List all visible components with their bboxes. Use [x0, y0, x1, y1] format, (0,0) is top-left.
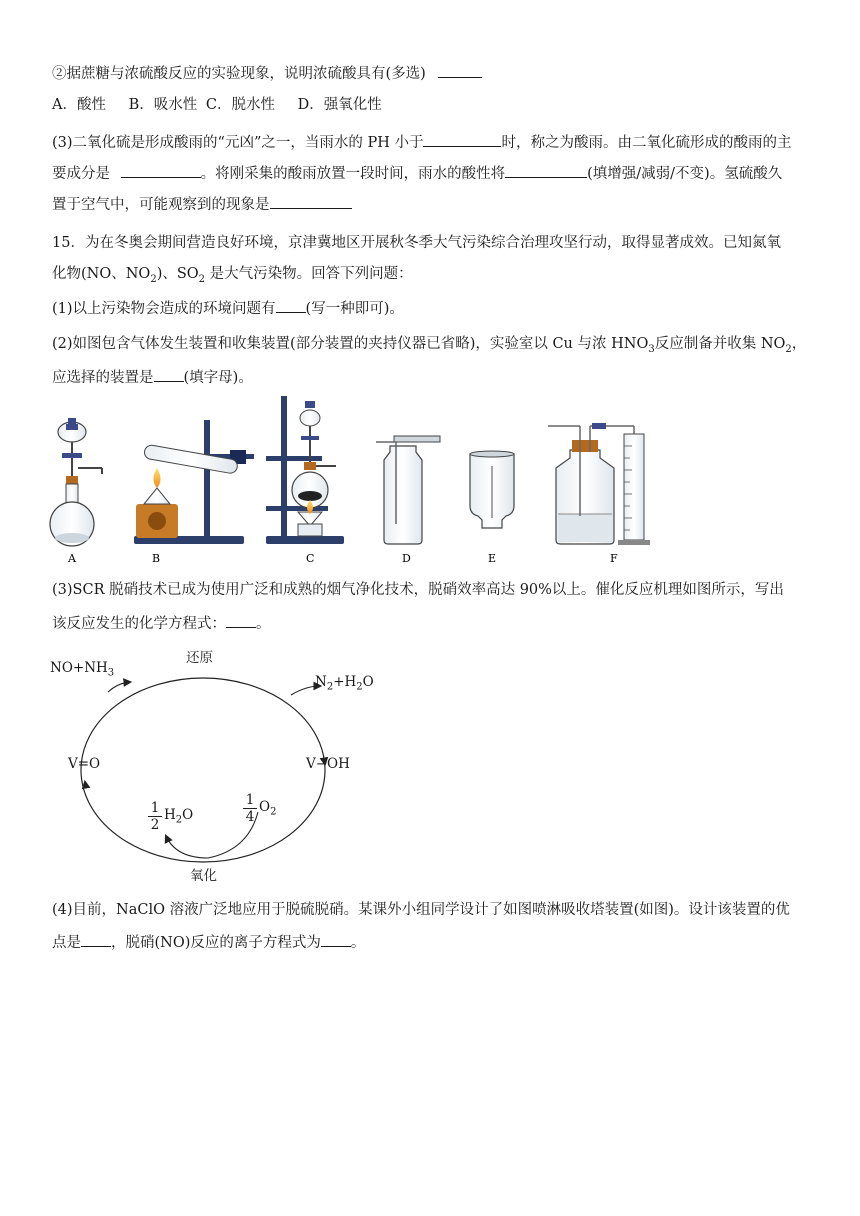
answer-blank[interactable]: [154, 366, 184, 382]
q15-part4-text-c: ，脱硝(NO)反应的离子方程式为: [111, 935, 321, 951]
h2o-coefficient: [148, 800, 162, 833]
q14-part3-text-d: 。将刚采集的酸雨放置一段时间，雨水的酸性将: [200, 166, 506, 182]
apparatus-f: [548, 423, 650, 565]
o2-o: O: [259, 799, 271, 815]
answer-blank[interactable]: [121, 162, 201, 178]
q15-part4-text-a: (4)目前，NaClO 溶液广泛地应用于脱硫脱硝。某课外小组同学设计了如图喷淋吸收塔装置(如图)。设计该装置的优: [52, 902, 790, 918]
q14-options: [52, 95, 400, 115]
q15-stem-line2: 化物(NO、$NO_2$)、$SO_2$ 是大气污染物。回答下列问题：: [52, 266, 413, 285]
option-a[interactable]: A．酸性: [52, 97, 106, 113]
q14-part3-line1: [52, 131, 791, 153]
o2-sub: 2: [270, 806, 277, 818]
q15-part4-line2: [52, 931, 365, 953]
q15-stem-text-b2: )、SO: [156, 266, 199, 282]
apparatus-figure: [44, 396, 664, 572]
q15-part3-line1: [52, 580, 784, 600]
h2o-formula: [164, 807, 193, 826]
answer-blank[interactable]: [321, 931, 351, 947]
apparatus-c: [266, 396, 344, 565]
answer-blank[interactable]: [270, 193, 352, 209]
cycle-ring: [81, 678, 325, 862]
option-c[interactable]: C．脱水性: [205, 97, 275, 113]
cycle-reactant-in-text: NO+NH: [50, 660, 108, 676]
q15-part3-text-a: (3)SCR 脱硝技术已成为使用广泛和成熟的烟气净化技术，脱硝效率高达 90%以上。催化反应机理如图所示，写出: [52, 582, 784, 598]
apparatus-label-e: E: [488, 552, 497, 565]
o2-formula: [259, 799, 276, 818]
cycle-reactant-in: [50, 660, 114, 679]
h2o-sub: 2: [175, 814, 183, 826]
q15-part2-line2: [52, 366, 253, 388]
cycle-product-out: [315, 674, 374, 693]
q15-part2-text-d: 应选择的装置是: [52, 370, 154, 386]
q14-part3-text-e: (填增强/减弱/不变)。氢硫酸久: [587, 166, 783, 182]
apparatus-d: [376, 436, 440, 565]
q15-part2-line1: (2)如图包含气体发生装置和收集装置(部分装置的夹持仪器已省略)，实验室以 Cu 与浓 $HNO_3$反应制备并收集 $NO_2$，: [52, 336, 807, 355]
q15-part3-line2: [52, 612, 271, 634]
q14-part3-line2: [52, 162, 782, 184]
apparatus-label-f: F: [610, 552, 618, 565]
apparatus-b: [134, 420, 254, 565]
o2-numerator: 1: [245, 792, 255, 808]
answer-blank[interactable]: [438, 62, 482, 78]
q15-part1-text-b: (写一种即可)。: [305, 301, 404, 317]
q15-part3-text-b: 该反应发生的化学方程式：: [52, 616, 226, 632]
answer-blank[interactable]: [423, 131, 501, 147]
h2o-h: H: [164, 807, 176, 823]
cycle-species-left: V=O: [68, 756, 101, 772]
cycle-product-o: O: [362, 674, 374, 690]
apparatus-a: [50, 418, 102, 546]
cycle-label-oxidation: 氧化: [190, 868, 217, 884]
cycle-reactant-in-sub: 3: [107, 667, 115, 679]
arrow-in-reactant: [108, 682, 130, 692]
arrow-cycle-left: [85, 782, 86, 788]
h2o-numerator: 1: [150, 800, 160, 816]
cycle-label-reduction: 还原: [186, 650, 213, 666]
q15-part1-line: [52, 297, 404, 319]
answer-blank[interactable]: [81, 931, 111, 947]
q15-part2-text-c: ，: [791, 336, 807, 352]
q14-part3-line3: [52, 193, 352, 215]
apparatus-e: [470, 451, 514, 565]
q15-part2-text-a: (2)如图包含气体发生装置和收集装置(部分装置的夹持仪器已省略)，实验室以 Cu 与浓 HNO: [52, 336, 649, 352]
cycle-product-n: N: [315, 674, 327, 690]
cycle-product-h-sub: 2: [356, 681, 363, 693]
apparatus-label-c: C: [306, 552, 315, 565]
apparatus-label-d: D: [402, 552, 411, 565]
q15-part4-text-b: 点是: [52, 935, 81, 951]
o2-coefficient: [243, 792, 257, 825]
q15-part1-text-a: (1)以上污染物会造成的环境问题有: [52, 301, 276, 317]
q14-part3-text-c: 要成分是: [52, 166, 110, 182]
q14-part2-line: [52, 62, 482, 84]
q14-part3-text-a: (3)二氧化硫是形成酸雨的“元凶”之一，当雨水的 PH 小于: [52, 135, 424, 151]
q15-part3-text-c: 。: [256, 616, 271, 632]
cycle-species-right: V−OH: [306, 756, 350, 772]
q15-stem-line1: [52, 233, 781, 253]
q15-part4-line1: [52, 900, 790, 920]
option-d[interactable]: D．强氧化性: [297, 97, 382, 113]
answer-blank[interactable]: [505, 162, 587, 178]
h2o-o: O: [182, 807, 194, 823]
q14-part2-text: ②据蔗糖与浓硫酸反应的实验现象，说明浓硫酸具有(多选): [52, 66, 426, 82]
q15-part2-text-b: 反应制备并收集 NO: [654, 336, 786, 352]
h2o-denominator: 2: [148, 816, 162, 833]
answer-blank[interactable]: [226, 612, 256, 628]
q14-part3-text-f: 置于空气中，可能观察到的现象是: [52, 197, 270, 213]
q15-part4-text-d: 。: [350, 935, 366, 951]
q15-stem-text-a: 15．为在冬奥会期间营造良好环境，京津冀地区开展秋冬季大气污染综合治理攻坚行动，取得显著成效。已知氮氧: [52, 235, 781, 251]
answer-blank[interactable]: [276, 297, 306, 313]
q15-stem-text-b1: 化物(NO、NO: [52, 266, 151, 282]
cycle-product-h: +H: [333, 674, 357, 690]
q15-part2-text-e: (填字母)。: [183, 370, 253, 386]
q14-part3-text-b: 时，称之为酸雨。由二氧化硫形成的酸雨的主: [501, 135, 792, 151]
apparatus-label-b: B: [152, 552, 161, 565]
apparatus-label-a: A: [68, 552, 76, 565]
q15-stem-text-b3: 是大气污染物。回答下列问题：: [209, 266, 413, 282]
cycle-product-n-sub: 2: [326, 681, 334, 693]
o2-denominator: 4: [243, 808, 257, 825]
option-b[interactable]: B．吸水性: [128, 97, 198, 113]
